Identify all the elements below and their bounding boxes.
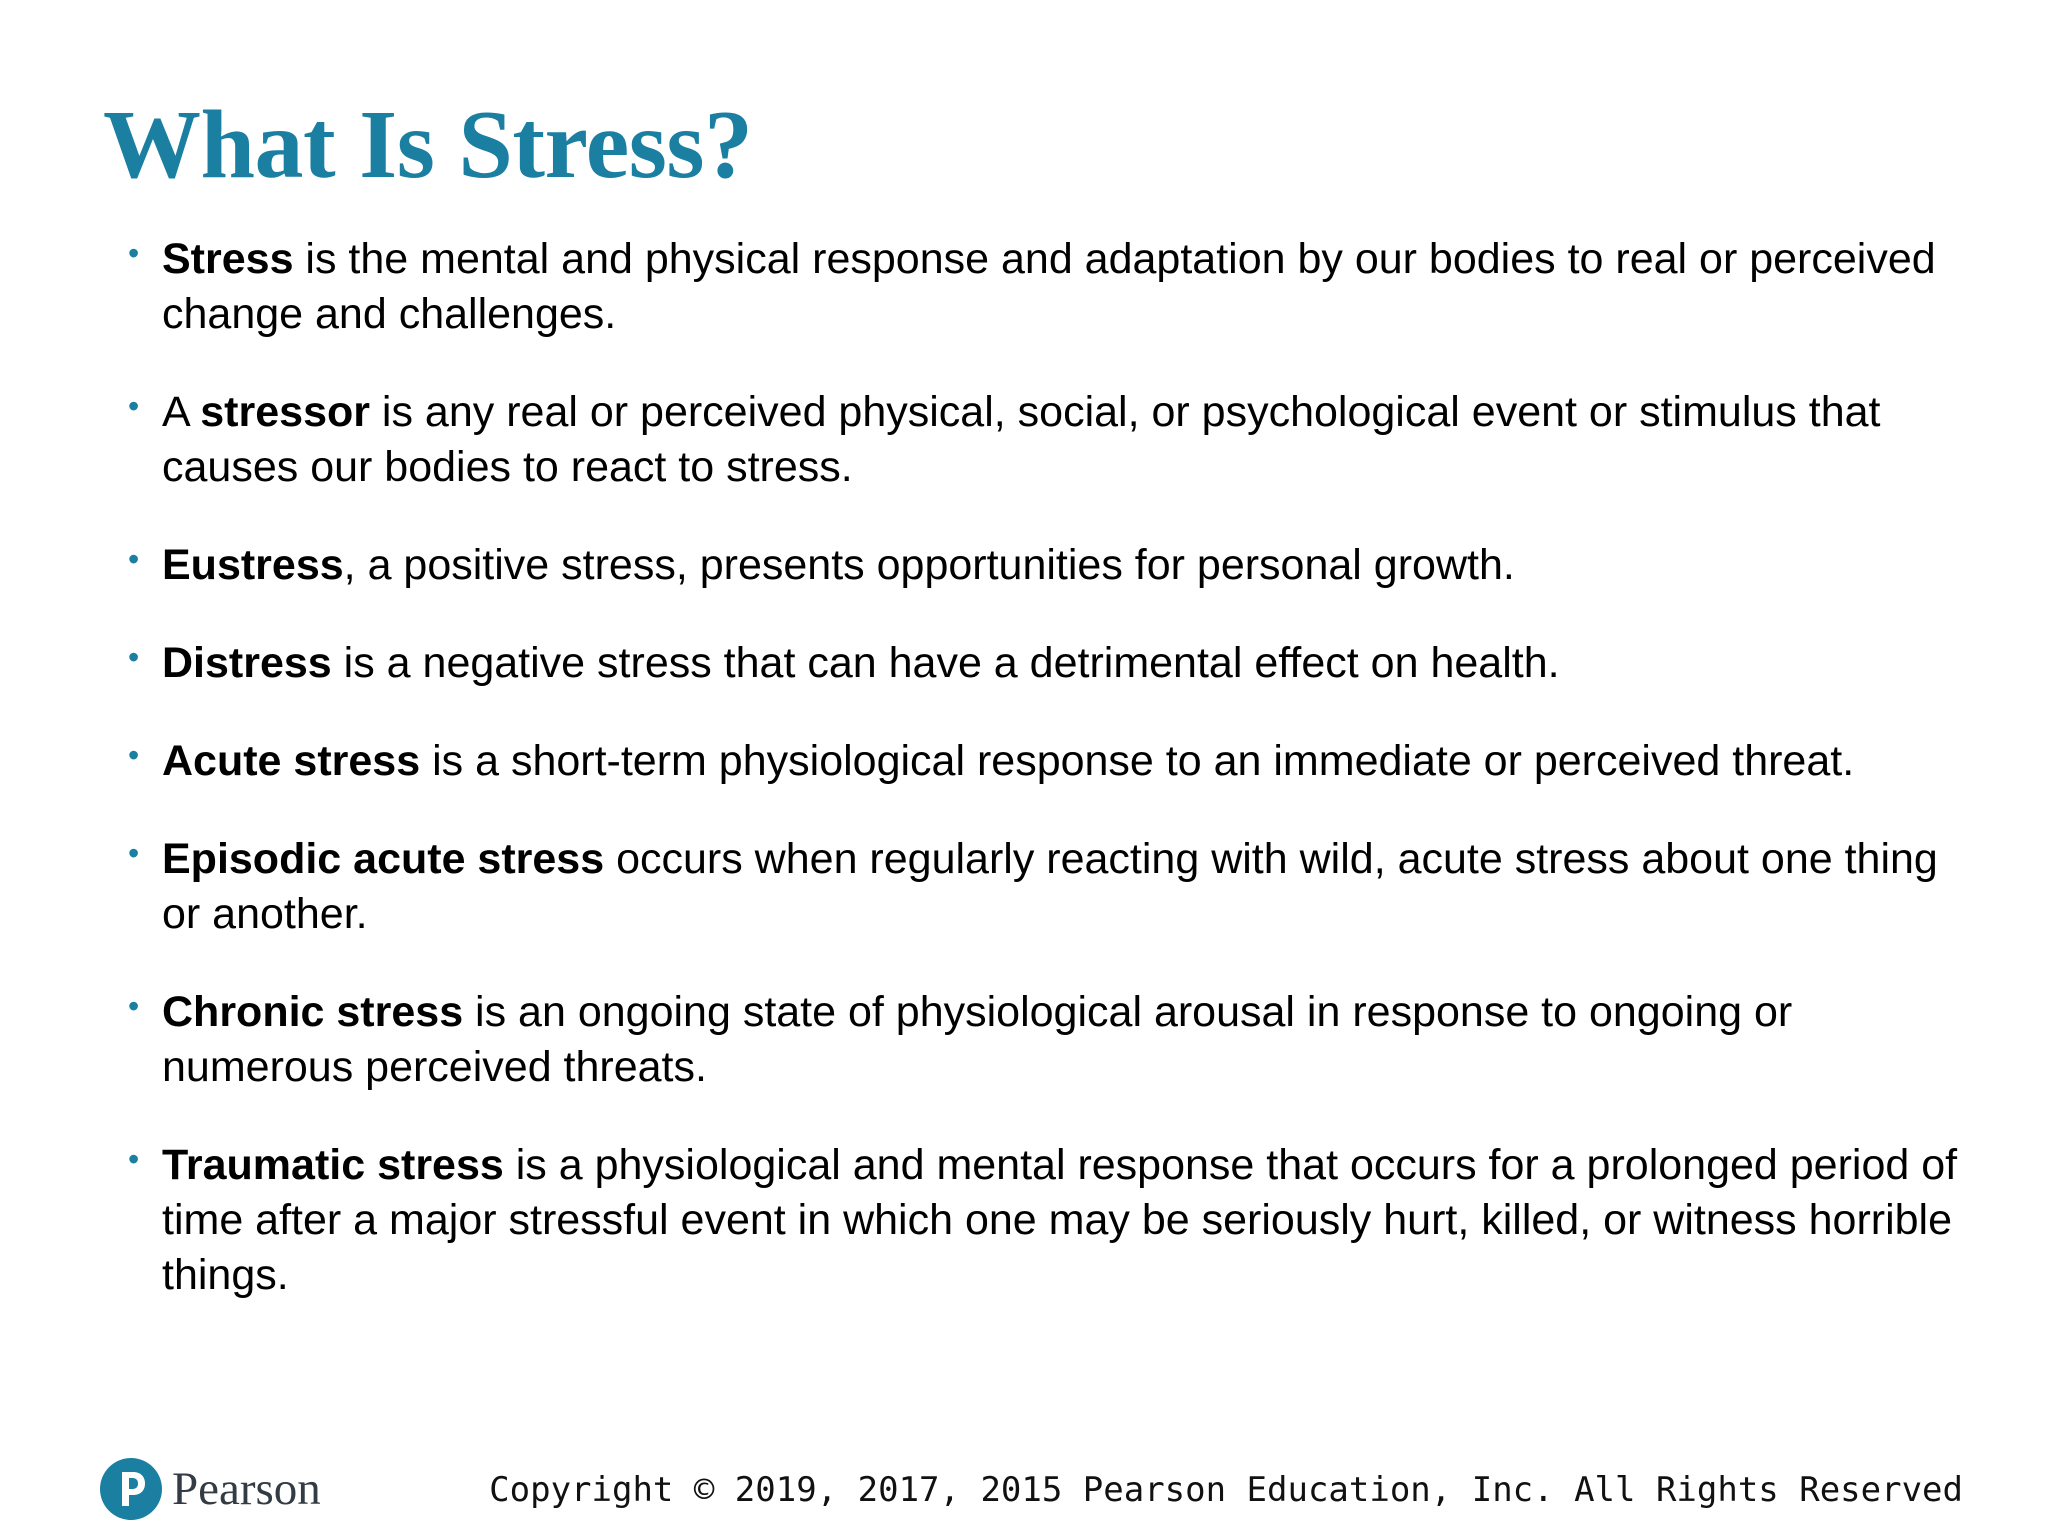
- copyright-notice: Copyright © 2019, 2017, 2015 Pearson Education, Inc. All Rights Reserved: [489, 1470, 1963, 1510]
- bullet-dot-icon: •: [128, 835, 140, 871]
- bullet-text: is the mental and physical response and adaptation by our bodies to real or perceived change and challenges.: [162, 235, 1936, 338]
- bullet-dot-icon: •: [128, 388, 140, 424]
- bullet-item-stressor: [124, 385, 1974, 495]
- bullet-term: Episodic acute stress: [162, 835, 605, 883]
- bullet-text: is any real or perceived physical, social, or psychological event or stimulus that causes our bodies to react to stress.: [162, 388, 1881, 491]
- bullet-item-traumatic-stress: [124, 1138, 1974, 1303]
- bullet-item-distress: [124, 636, 1974, 691]
- bullet-item-acute-stress: [124, 734, 1974, 789]
- bullet-list: [124, 232, 1974, 1346]
- bullet-term: Stress: [162, 235, 294, 283]
- bullet-dot-icon: •: [128, 988, 140, 1024]
- bullet-term: Chronic stress: [162, 988, 464, 1036]
- pearson-brand-name: Pearson: [172, 1463, 321, 1515]
- bullet-dot-icon: •: [128, 639, 140, 675]
- bullet-text: is a negative stress that can have a detrimental effect on health.: [331, 639, 1560, 687]
- bullet-term: Acute stress: [162, 737, 421, 785]
- slide-footer: [0, 1450, 2048, 1530]
- bullet-term: Distress: [162, 639, 332, 687]
- bullet-text: , a positive stress, presents opportunities for personal growth.: [343, 541, 1515, 589]
- bullet-dot-icon: •: [128, 1141, 140, 1177]
- bullet-dot-icon: •: [128, 737, 140, 773]
- bullet-text: is a short-term physiological response to an immediate or perceived threat.: [420, 737, 1855, 785]
- bullet-term: Eustress: [162, 541, 344, 589]
- bullet-item-chronic-stress: [124, 985, 1974, 1095]
- bullet-term: Traumatic stress: [162, 1141, 504, 1189]
- bullet-text: is an ongoing state of physiological arousal in response to ongoing or numerous perceived threats.: [162, 988, 1793, 1091]
- bullet-prefix: A: [162, 388, 201, 436]
- bullet-dot-icon: •: [128, 541, 140, 577]
- slide-title: What Is Stress?: [103, 91, 753, 199]
- bullet-text: occurs when regularly reacting with wild, acute stress about one thing or another.: [162, 835, 1938, 938]
- bullet-term: stressor: [200, 388, 370, 436]
- bullet-item-episodic-acute-stress: [124, 832, 1974, 942]
- bullet-dot-icon: •: [128, 235, 140, 271]
- pearson-logo-icon: [100, 1458, 162, 1520]
- bullet-item-stress: [124, 232, 1974, 342]
- bullet-text: is a physiological and mental response that occurs for a prolonged period of time after a major stressful event in which one may be seriously hurt, killed, or witness horrible things.: [162, 1141, 1958, 1299]
- bullet-item-eustress: [124, 538, 1974, 593]
